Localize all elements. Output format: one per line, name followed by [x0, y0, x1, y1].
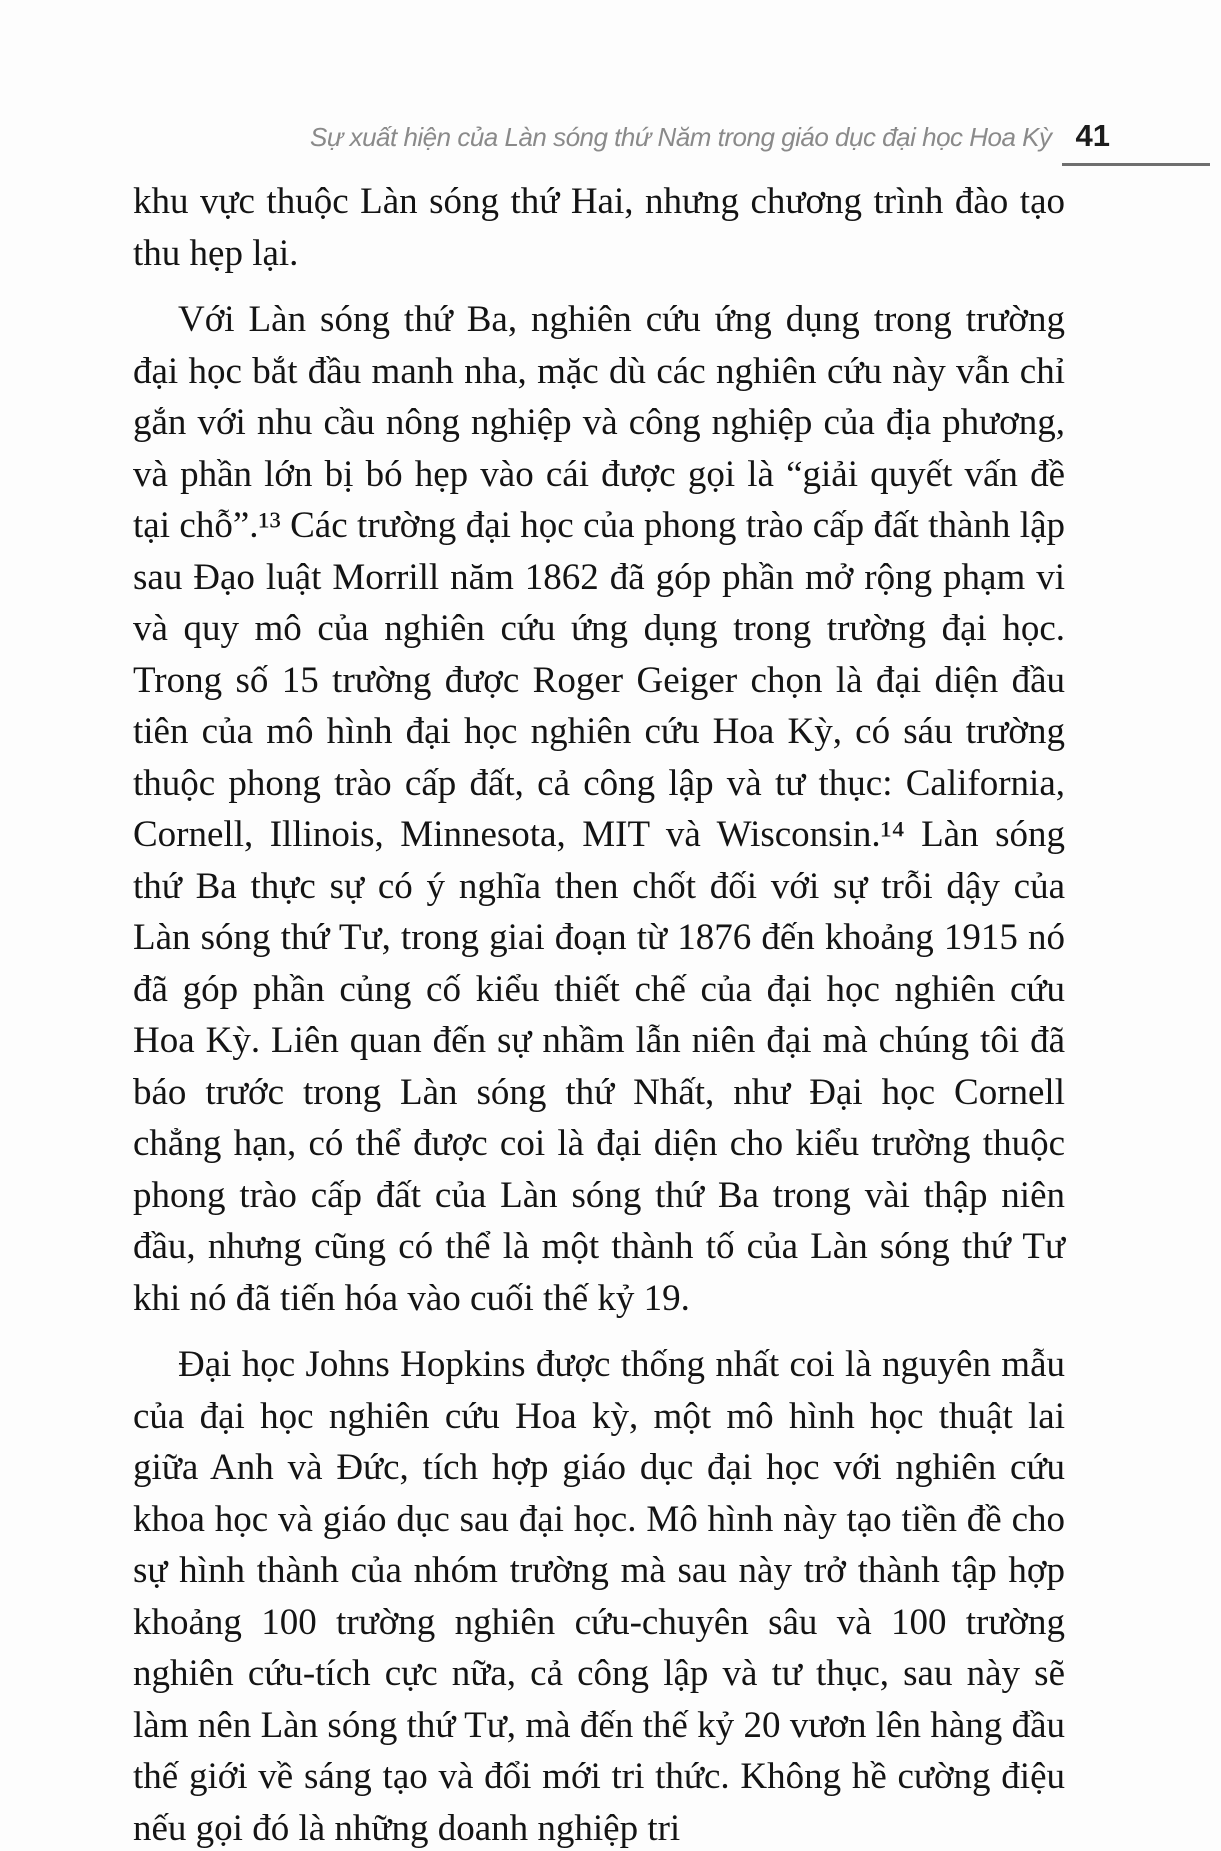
- page-body: [133, 176, 1065, 1851]
- page-header: [133, 118, 1210, 166]
- page-number: 41: [1075, 118, 1110, 153]
- running-header-title: Sự xuất hiện của Làn sóng thứ Năm trong giáo dục đại học Hoa Kỳ: [310, 122, 1052, 152]
- paragraph: khu vực thuộc Làn sóng thứ Hai, nhưng chương trình đào tạo thu hẹp lại.: [133, 181, 1065, 274]
- page-number-underline: [1062, 118, 1210, 166]
- paragraph: Với Làn sóng thứ Ba, nghiên cứu ứng dụng trong trường đại học bắt đầu manh nha, mặc dù các nghiên cứu này vẫn chỉ gắn với nhu cầu nông nghiệp và công nghiệp của địa phương, và phần lớn bị bó hẹp vào cái được gọi là “giải quyết vấn đề tại chỗ”.¹³ Các trường đại học của phong trào cấp đất thành lập sau Đạo luật Morrill năm 1862 đã góp phần mở rộng phạm vi và quy mô của nghiên cứu ứng dụng trong trường đại học. Trong số 15 trường được Roger Geiger chọn là đại diện đầu tiên của mô hình đại học nghiên cứu Hoa Kỳ, có sáu trường thuộc phong trào cấp đất, cả công lập và tư thục: California, Cornell, Illinois, Minnesota, MIT và Wisconsin.¹⁴ Làn sóng thứ Ba thực sự có ý nghĩa then chốt đối với sự trỗi dậy của Làn sóng thứ Tư, trong giai đoạn từ 1876 đến khoảng 1915 nó đã góp phần củng cố kiểu thiết chế của đại học nghiên cứu Hoa Kỳ. Liên quan đến sự nhầm lẫn niên đại mà chúng tôi đã báo trước trong Làn sóng thứ Nhất, như Đại học Cornell chẳng hạn, có thể được coi là đại diện cho kiểu trường thuộc phong trào cấp đất của Làn sóng thứ Ba trong vài thập niên đầu, nhưng cũng có thể là một thành tố của Làn sóng thứ Tư khi nó đã tiến hóa vào cuối thế kỷ 19.: [133, 299, 1065, 1319]
- paragraph: Đại học Johns Hopkins được thống nhất coi là nguyên mẫu của đại học nghiên cứu Hoa kỳ, một mô hình học thuật lai giữa Anh và Đức, tích hợp giáo dục đại học với nghiên cứu khoa học và giáo dục sau đại học. Mô hình này tạo tiền đề cho sự hình thành của nhóm trường mà sau này trở thành tập hợp khoảng 100 trường nghiên cứu-chuyên sâu và 100 trường nghiên cứu-tích cực nữa, cả công lập và tư thục, sau này sẽ làm nên Làn sóng thứ Tư, mà đến thế kỷ 20 vươn lên hàng đầu thế giới về sáng tạo và đổi mới tri thức. Không hề cường điệu nếu gọi đó là những doanh nghiệp tri: [133, 1344, 1065, 1849]
